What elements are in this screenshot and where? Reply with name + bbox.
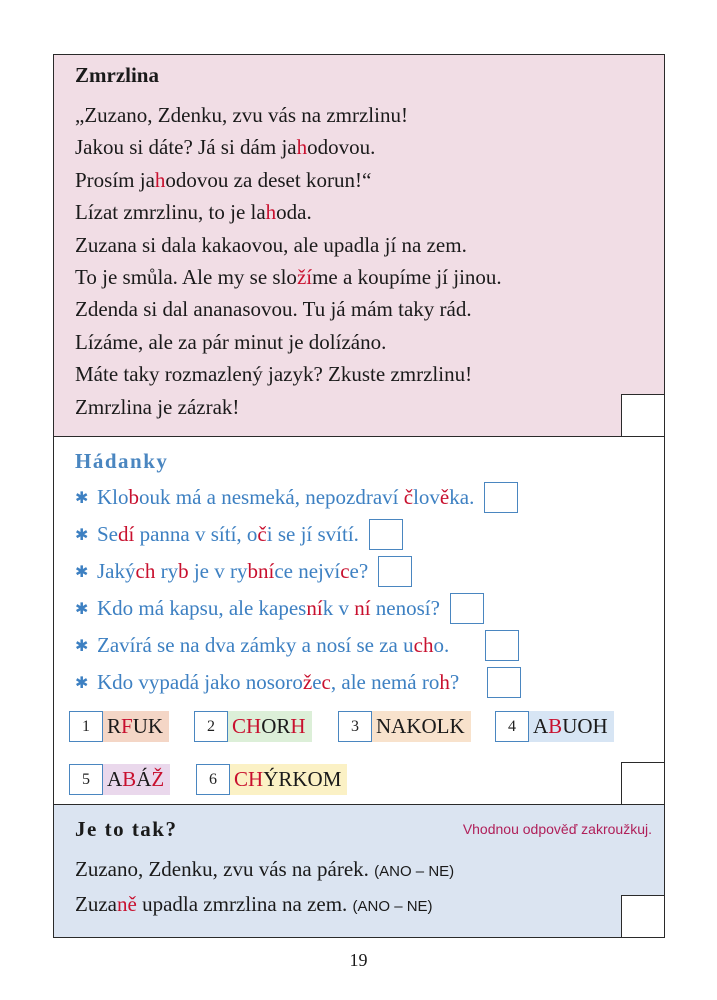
scramble-item — [196, 763, 347, 796]
text-segment: Kdo vypadá jako nosoro — [97, 670, 303, 694]
highlighted-letters: B — [548, 714, 563, 738]
highlighted-letters: Ž — [151, 767, 165, 791]
scrambled-word — [230, 764, 347, 795]
text-segment: je v ry — [188, 559, 248, 583]
text-segment: me a koupíme jí jinou. — [312, 264, 502, 289]
highlighted-letters: H — [290, 714, 306, 738]
scramble-number[interactable]: 2 — [194, 711, 228, 742]
text-segment: Kdo má kapsu, ale kapes — [97, 596, 307, 620]
highlighted-letters: B — [122, 767, 137, 791]
highlighted-letters: ní — [306, 596, 323, 620]
scramble-item — [338, 710, 471, 743]
score-box[interactable] — [621, 762, 665, 805]
question-text — [75, 892, 353, 916]
text-segment: ÝRKOM — [263, 767, 342, 791]
text-segment: Se — [97, 522, 118, 546]
riddle-item — [75, 664, 521, 701]
true-false-section — [54, 805, 664, 937]
text-segment: Jakou si dáte? Já si dám ja — [75, 135, 297, 160]
riddle-text — [97, 485, 474, 510]
text-segment: UOH — [562, 714, 608, 738]
highlighted-letters: h — [439, 670, 450, 694]
question-line — [75, 892, 433, 917]
answer-options[interactable]: (ANO – NE) — [352, 898, 433, 915]
text-line — [75, 131, 502, 163]
highlighted-letters: ž — [302, 670, 313, 694]
question-text — [75, 857, 374, 881]
answer-box[interactable] — [485, 630, 519, 661]
highlighted-letters: ě — [439, 485, 450, 509]
scramble-item — [69, 710, 169, 743]
text-segment: Zuzana si dala kakaovou, ale upadla jí na zem. — [75, 232, 467, 257]
scramble-number[interactable]: 3 — [338, 711, 372, 742]
text-segment: k v — [322, 596, 355, 620]
text-segment: UK — [132, 714, 164, 738]
riddle-list — [75, 479, 521, 701]
text-line — [75, 293, 502, 325]
text-line — [75, 358, 502, 390]
text-segment: Zuzano, Zdenku, zvu vás na párek. — [75, 857, 375, 881]
text-segment: NAKOLK — [376, 714, 465, 738]
text-segment: e — [312, 670, 322, 694]
text-segment: Á — [136, 767, 152, 791]
text-segment: e? — [349, 559, 369, 583]
riddle-text — [97, 596, 440, 621]
riddle-item — [75, 553, 521, 590]
reading-text — [75, 99, 502, 423]
reading-title: Zmrzlina — [75, 63, 159, 87]
text-segment: Máte taky rozmazlený jazyk? Zkuste zmrzlinu! — [75, 362, 473, 387]
reading-section — [54, 55, 664, 437]
riddle-item — [75, 590, 521, 627]
scrambled-word — [103, 711, 169, 742]
star-bullet-icon: ✱ — [75, 674, 89, 692]
highlighted-letters: bní — [247, 559, 275, 583]
text-segment: ? — [449, 670, 460, 694]
scrambled-word — [103, 764, 170, 795]
scramble-number[interactable]: 6 — [196, 764, 230, 795]
text-segment: Lízat zmrzlinu, to je la — [75, 200, 266, 225]
question-line — [75, 857, 454, 882]
riddle-text — [97, 559, 368, 584]
true-false-title: Je to tak? — [75, 817, 178, 841]
highlighted-letters: ně — [116, 892, 137, 916]
scramble-item — [495, 710, 614, 743]
star-bullet-icon: ✱ — [75, 526, 89, 544]
highlighted-letters: ží — [296, 264, 313, 289]
star-bullet-icon: ✱ — [75, 637, 89, 655]
highlighted-letters: c — [340, 559, 350, 583]
scramble-item — [69, 763, 170, 796]
text-segment: To je smůla. Ale my se slo — [75, 264, 297, 289]
answer-box[interactable] — [487, 667, 521, 698]
riddle-item — [75, 627, 521, 664]
text-segment: Prosím ja — [75, 167, 155, 192]
text-segment: Zuza — [75, 892, 117, 916]
highlighted-letters: č — [403, 485, 414, 509]
star-bullet-icon: ✱ — [75, 563, 89, 581]
text-segment: ry — [155, 559, 179, 583]
riddles-title: Hádanky — [75, 449, 169, 473]
highlighted-letters: h — [296, 135, 308, 160]
scramble-item — [194, 710, 312, 743]
text-segment: A — [107, 767, 123, 791]
text-segment: Zavírá se na dva zámky a nosí se za u — [97, 633, 414, 657]
text-segment: ce nejví — [274, 559, 341, 583]
answer-options[interactable]: (ANO – NE) — [374, 863, 455, 880]
scramble-number[interactable]: 1 — [69, 711, 103, 742]
text-segment: Jaký — [97, 559, 136, 583]
answer-box[interactable] — [378, 556, 412, 587]
scramble-number[interactable]: 5 — [69, 764, 103, 795]
scramble-number[interactable]: 4 — [495, 711, 529, 742]
highlighted-letters: F — [121, 714, 133, 738]
text-line — [75, 326, 502, 358]
text-segment: o. — [433, 633, 450, 657]
highlighted-letters: ch — [413, 633, 434, 657]
text-segment: i se jí svítí. — [266, 522, 359, 546]
text-segment: upadla zmrzlina na zem. — [136, 892, 353, 916]
scrambled-word — [372, 711, 471, 742]
instruction-text: Vhodnou odpověď zakroužkuj. — [462, 821, 652, 837]
highlighted-letters: c — [321, 670, 331, 694]
highlighted-letters: h — [154, 167, 166, 192]
text-line — [75, 164, 502, 196]
highlighted-letters: ní — [354, 596, 371, 620]
text-segment: nenosí? — [370, 596, 440, 620]
riddle-text — [97, 522, 359, 547]
text-line — [75, 99, 502, 131]
worksheet-frame — [53, 54, 665, 938]
text-line — [75, 391, 502, 423]
text-segment: Zmrzlina je zázrak! — [75, 394, 240, 419]
text-segment: odovou. — [307, 135, 376, 160]
highlighted-letters: CH — [234, 767, 264, 791]
highlighted-letters: b — [128, 485, 139, 509]
text-line — [75, 229, 502, 261]
text-segment: R — [107, 714, 122, 738]
text-segment: oda. — [276, 200, 312, 225]
text-segment: Lízáme, ale za pár minut je dolízáno. — [75, 329, 387, 354]
text-segment: odovou za deset korun!“ — [165, 167, 372, 192]
riddle-item — [75, 516, 521, 553]
text-segment: „Zuzano, Zdenku, zvu vás na zmrzlinu! — [75, 103, 408, 127]
text-line — [75, 196, 502, 228]
highlighted-letters: CH — [232, 714, 262, 738]
text-segment: ouk má a nesmeká, nepozdraví — [139, 485, 404, 509]
page-number: 19 — [349, 950, 368, 970]
highlighted-letters: dí — [118, 522, 135, 546]
text-segment: panna v sítí, o — [134, 522, 258, 546]
riddle-text — [97, 670, 459, 695]
riddles-section — [54, 437, 664, 805]
text-segment: OR — [261, 714, 291, 738]
scrambled-word — [228, 711, 312, 742]
text-line — [75, 261, 502, 293]
score-box[interactable] — [621, 895, 665, 938]
text-segment: lov — [413, 485, 440, 509]
answer-box[interactable] — [484, 482, 518, 513]
text-segment: Klo — [97, 485, 129, 509]
riddle-item — [75, 479, 521, 516]
answer-box[interactable] — [369, 519, 403, 550]
highlighted-letters: b — [178, 559, 189, 583]
text-segment: Zdenda si dal ananasovou. Tu já mám taky rád. — [75, 297, 472, 322]
highlighted-letters: h — [265, 200, 277, 225]
scrambled-word — [529, 711, 614, 742]
star-bullet-icon: ✱ — [75, 600, 89, 618]
text-segment: , ale nemá ro — [330, 670, 440, 694]
star-bullet-icon: ✱ — [75, 489, 89, 507]
riddle-text — [97, 633, 449, 658]
highlighted-letters: č — [257, 522, 267, 546]
text-segment: ka. — [449, 485, 475, 509]
score-box[interactable] — [621, 394, 665, 437]
highlighted-letters: ch — [135, 559, 156, 583]
text-segment: A — [533, 714, 549, 738]
answer-box[interactable] — [450, 593, 484, 624]
